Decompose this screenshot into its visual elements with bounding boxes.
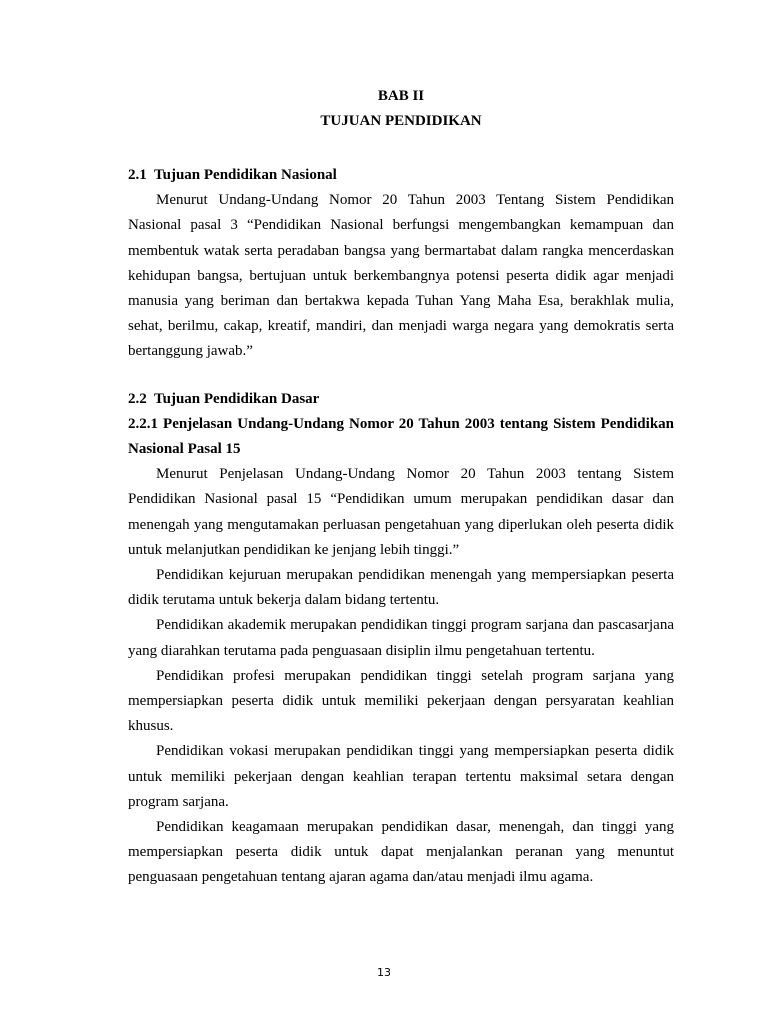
- subsection-heading-2-2-1: 2.2.1 Penjelasan Undang-Undang Nomor 20 Tahun 2003 tentang Sistem Pendidikan Nasional Pasal 15: [128, 415, 674, 458]
- page-number: 13: [377, 966, 391, 979]
- spacer: [128, 134, 674, 163]
- paragraph: Pendidikan vokasi merupakan pendidikan tinggi yang mempersiapkan peserta didik untuk memiliki pekerjaan dengan keahlian terapan tertentu maksimal setara dengan program sarjana.: [128, 743, 674, 810]
- paragraph: Menurut Penjelasan Undang-Undang Nomor 20 Tahun 2003 tentang Sistem Pendidikan Nasional pasal 15 “Pendidikan umum merupakan pendidikan dasar dan menengah yang mengutamakan perluasan pengetahuan yang diperlukan oleh peserta didik untuk melanjutkan pendidikan ke jenjang lebih tinggi.”: [128, 466, 674, 558]
- section-heading-2-2: 2.2 Tujuan Pendidikan Dasar: [128, 390, 320, 407]
- paragraph: Pendidikan akademik merupakan pendidikan tinggi program sarjana dan pascasarjana yang diarahkan terutama pada penguasaan disiplin ilmu pengetahuan tertentu.: [128, 617, 674, 659]
- spacer: [128, 365, 674, 387]
- chapter-label: BAB II: [377, 88, 425, 104]
- section-heading-2-1: 2.1 Tujuan Pendidikan Nasional: [128, 167, 337, 183]
- paragraph: Menurut Undang-Undang Nomor 20 Tahun 2003 Tentang Sistem Pendidikan Nasional pasal 3 “Pendidikan Nasional berfungsi mengembangkan kemampuan dan membentuk watak serta peradaban bangsa yang bermartabat dalam rangka mencerdaskan kehidupan bangsa, bertujuan untuk berkembangnya potensi peserta didik agar menjadi manusia yang beriman dan bertakwa kepada Tuhan Yang Maha Esa, berakhlak mulia, sehat, berilmu, cakap, kreatif, mandiri, dan menjadi warga negara yang demokratis serta bertanggung jawab.”: [128, 192, 674, 360]
- paragraph: Pendidikan kejuruan merupakan pendidikan menengah yang mempersiapkan peserta didik terutama untuk bekerja dalam bidang tertentu.: [128, 567, 674, 609]
- paragraph: Pendidikan keagamaan merupakan pendidikan dasar, menengah, dan tinggi yang mempersiapkan peserta didik untuk dapat menjalankan peranan yang menuntut penguasaan pengetahuan tentang ajaran agama dan/atau menjadi ilmu agama.: [128, 819, 674, 886]
- paragraph: Pendidikan profesi merupakan pendidikan tinggi setelah program sarjana yang mempersiapkan peserta didik untuk memiliki pekerjaan dengan persyaratan keahlian khusus.: [128, 667, 674, 735]
- document-page: [128, 84, 674, 891]
- chapter-title: TUJUAN PENDIDIKAN: [320, 113, 482, 129]
